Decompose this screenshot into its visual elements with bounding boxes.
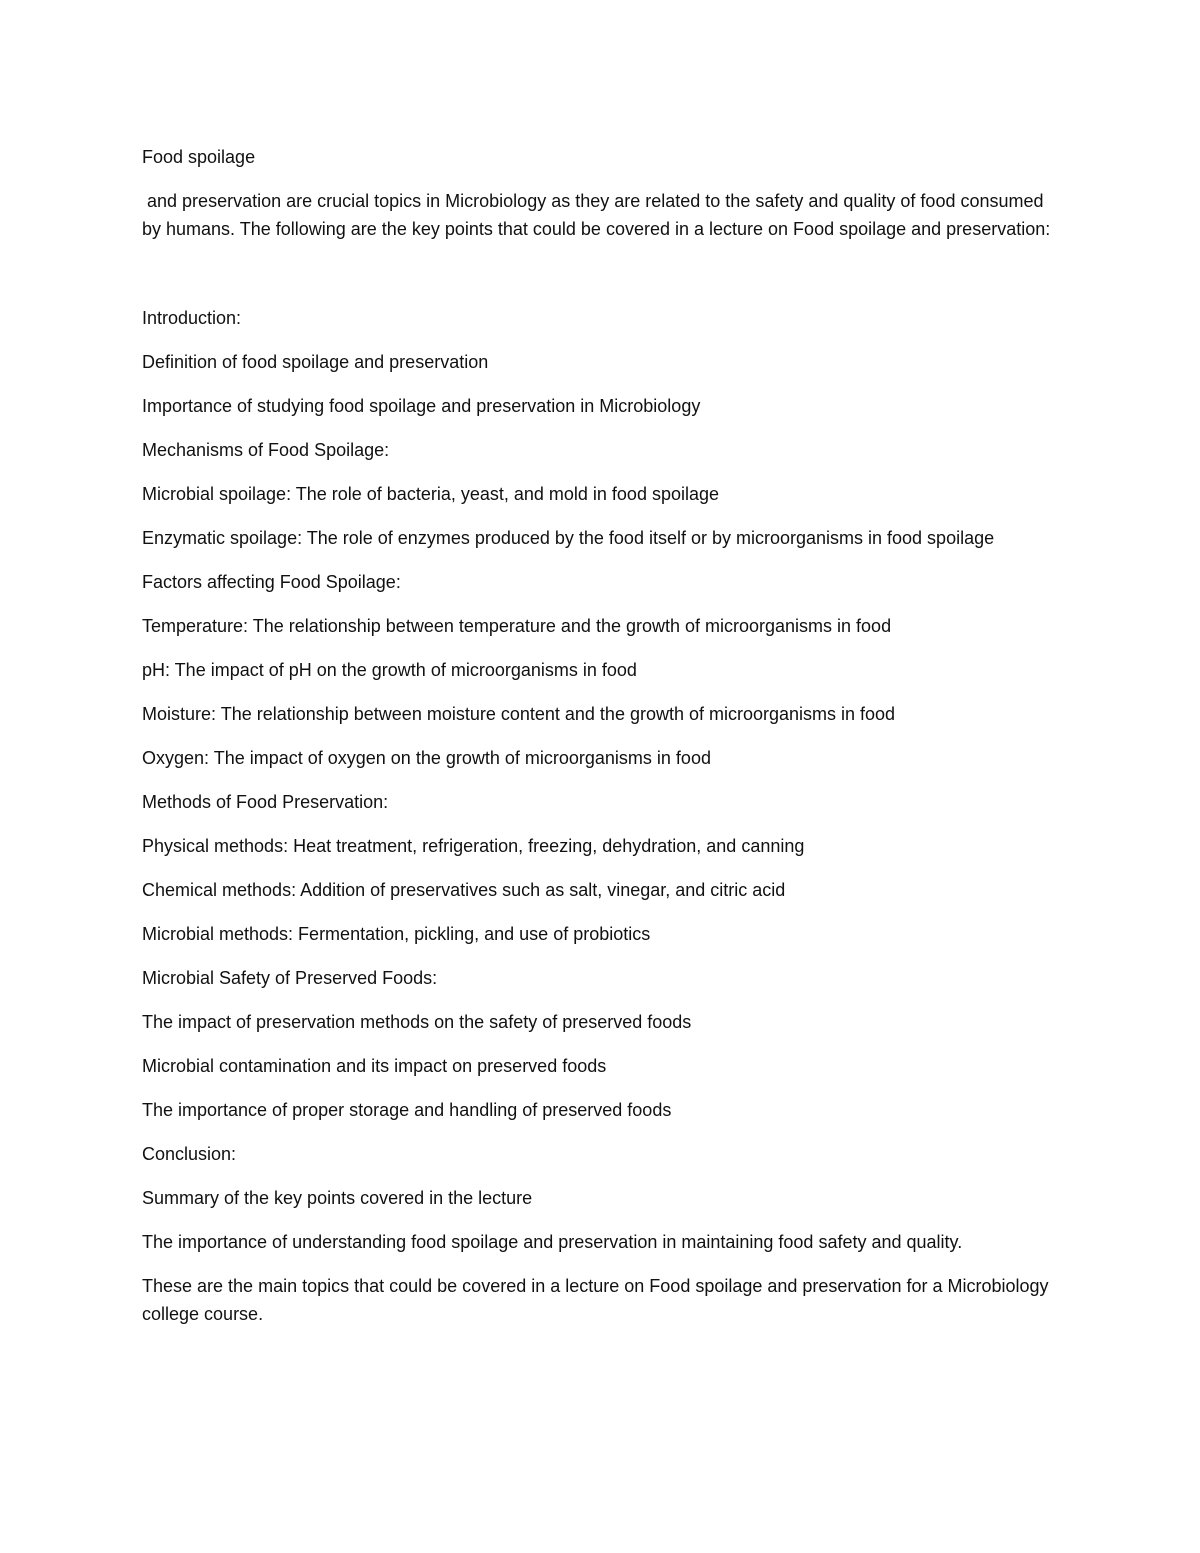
list-item: Microbial methods: Fermentation, pickling, and use of probiotics: [142, 924, 651, 944]
list-item: The importance of proper storage and handling of preserved foods: [142, 1100, 672, 1120]
list-item: Enzymatic spoilage: The role of enzymes produced by the food itself or by microorganisms in food spoilage: [142, 528, 995, 548]
list-item: pH: The impact of pH on the growth of microorganisms in food: [142, 660, 637, 680]
document-title: Food spoilage: [142, 147, 256, 167]
list-item: Chemical methods: Addition of preservatives such as salt, vinegar, and citric acid: [142, 880, 786, 900]
list-item: The impact of preservation methods on the safety of preserved foods: [142, 1012, 692, 1032]
list-item: Oxygen: The impact of oxygen on the growth of microorganisms in food: [142, 748, 711, 768]
heading-mechanisms: Mechanisms of Food Spoilage:: [142, 440, 390, 460]
list-item: Microbial contamination and its impact on preserved foods: [142, 1056, 607, 1076]
list-item: Definition of food spoilage and preservation: [142, 352, 489, 372]
list-item: Temperature: The relationship between temperature and the growth of microorganisms in food: [142, 616, 892, 636]
list-item: Physical methods: Heat treatment, refrigeration, freezing, dehydration, and canning: [142, 836, 805, 856]
intro-paragraph: and preservation are crucial topics in Microbiology as they are related to the safety and quality of food consumed by humans. The following are the key points that could be covered in a lecture on Food spoilage and preservation:: [142, 191, 1051, 239]
closing-paragraph: These are the main topics that could be covered in a lecture on Food spoilage and preservation for a Microbiology college course.: [142, 1276, 1054, 1324]
list-item: The importance of understanding food spoilage and preservation in maintaining food safety and quality.: [142, 1232, 963, 1252]
list-item: Importance of studying food spoilage and preservation in Microbiology: [142, 396, 701, 416]
list-item: Summary of the key points covered in the lecture: [142, 1188, 533, 1208]
heading-conclusion: Conclusion:: [142, 1144, 237, 1164]
heading-introduction: Introduction:: [142, 308, 242, 328]
heading-safety: Microbial Safety of Preserved Foods:: [142, 968, 438, 988]
heading-factors: Factors affecting Food Spoilage:: [142, 572, 401, 592]
list-item: Microbial spoilage: The role of bacteria, yeast, and mold in food spoilage: [142, 484, 720, 504]
document-body: [142, 143, 1062, 1344]
heading-methods: Methods of Food Preservation:: [142, 792, 389, 812]
list-item: Moisture: The relationship between moisture content and the growth of microorganisms in food: [142, 704, 896, 724]
